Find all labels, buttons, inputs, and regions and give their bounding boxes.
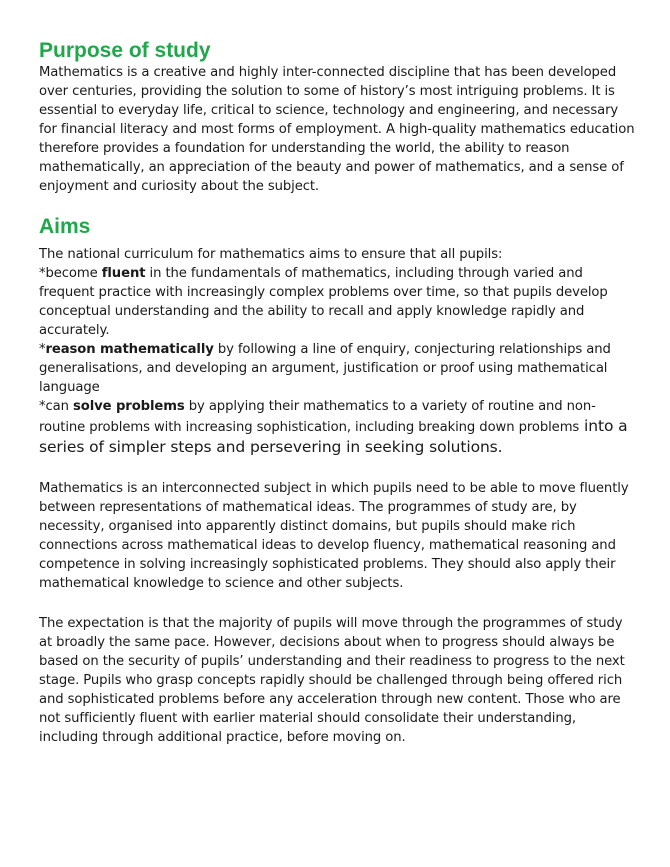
aim-prefix: *become [39, 266, 102, 281]
aim-text: by following a line of enquiry, conjecturing relationships and generalisations, and developing an argument, justification or proof using mathematical language [39, 342, 611, 395]
aim-item-solve [39, 397, 639, 458]
aim-text-tail: into a series of simpler steps and persevering in seeking solutions. [39, 417, 628, 456]
purpose-section [39, 38, 639, 196]
aim-keyword: fluent [101, 266, 146, 281]
aim-text: in the fundamentals of mathematics, including through varied and frequent practice with increasingly complex problems over time, so that pupils develop conceptual understanding and the ability to recall and apply knowledge rapidly and accurately. [39, 266, 608, 338]
expectation-paragraph: The expectation is that the majority of pupils will move through the programmes of study at broadly the same pace. However, decisions about when to progress should always be based on the security of pupils’ understanding and their readiness to progress to the next stage. Pupils who grasp concepts rapidly should be challenged through being offered rich and sophisticated problems before any acceleration through new content. Those who are not sufficiently fluent with earlier material should consolidate their understanding, including through additional practice, before moving on. [39, 616, 625, 745]
aim-keyword: solve problems [72, 399, 185, 414]
aim-keyword: reason mathematically [45, 342, 214, 357]
document-page [39, 38, 639, 747]
purpose-paragraph: Mathematics is a creative and highly inter-connected discipline that has been developed over centuries, providing the solution to some of history’s most intriguing problems. It is essential to everyday life, critical to science, technology and engineering, and necessary for financial literacy and most forms of employment. A high-quality mathematics education therefore provides a foundation for understanding the world, the ability to reason mathematically, an appreciation of the beauty and power of mathematics, and a sense of enjoyment and curiosity about the subject. [39, 65, 635, 194]
aim-item-reason [39, 340, 639, 397]
purpose-heading: Purpose of study [39, 39, 211, 62]
interconnected-paragraph: Mathematics is an interconnected subject in which pupils need to be able to move fluently between representations of mathematical ideas. The programmes of study are, by necessity, organised into apparently distinct domains, but pupils should make rich connections across mathematical ideas to develop fluency, mathematical reasoning and competence in solving increasingly sophisticated problems. They should also apply their mathematical knowledge to science and other subjects. [39, 481, 629, 591]
aims-heading: Aims [39, 215, 91, 238]
aim-item-fluent [39, 264, 639, 340]
aim-prefix: *can [39, 399, 73, 414]
spacer [39, 593, 639, 614]
aim-text: by applying their mathematics to a variety of routine and non-routine problems with increasing sophistication, including breaking down problems [39, 399, 596, 435]
aims-section [39, 214, 639, 458]
spacer [39, 458, 639, 479]
aims-intro: The national curriculum for mathematics aims to ensure that all pupils: [39, 247, 503, 262]
aim-prefix: * [39, 342, 46, 357]
